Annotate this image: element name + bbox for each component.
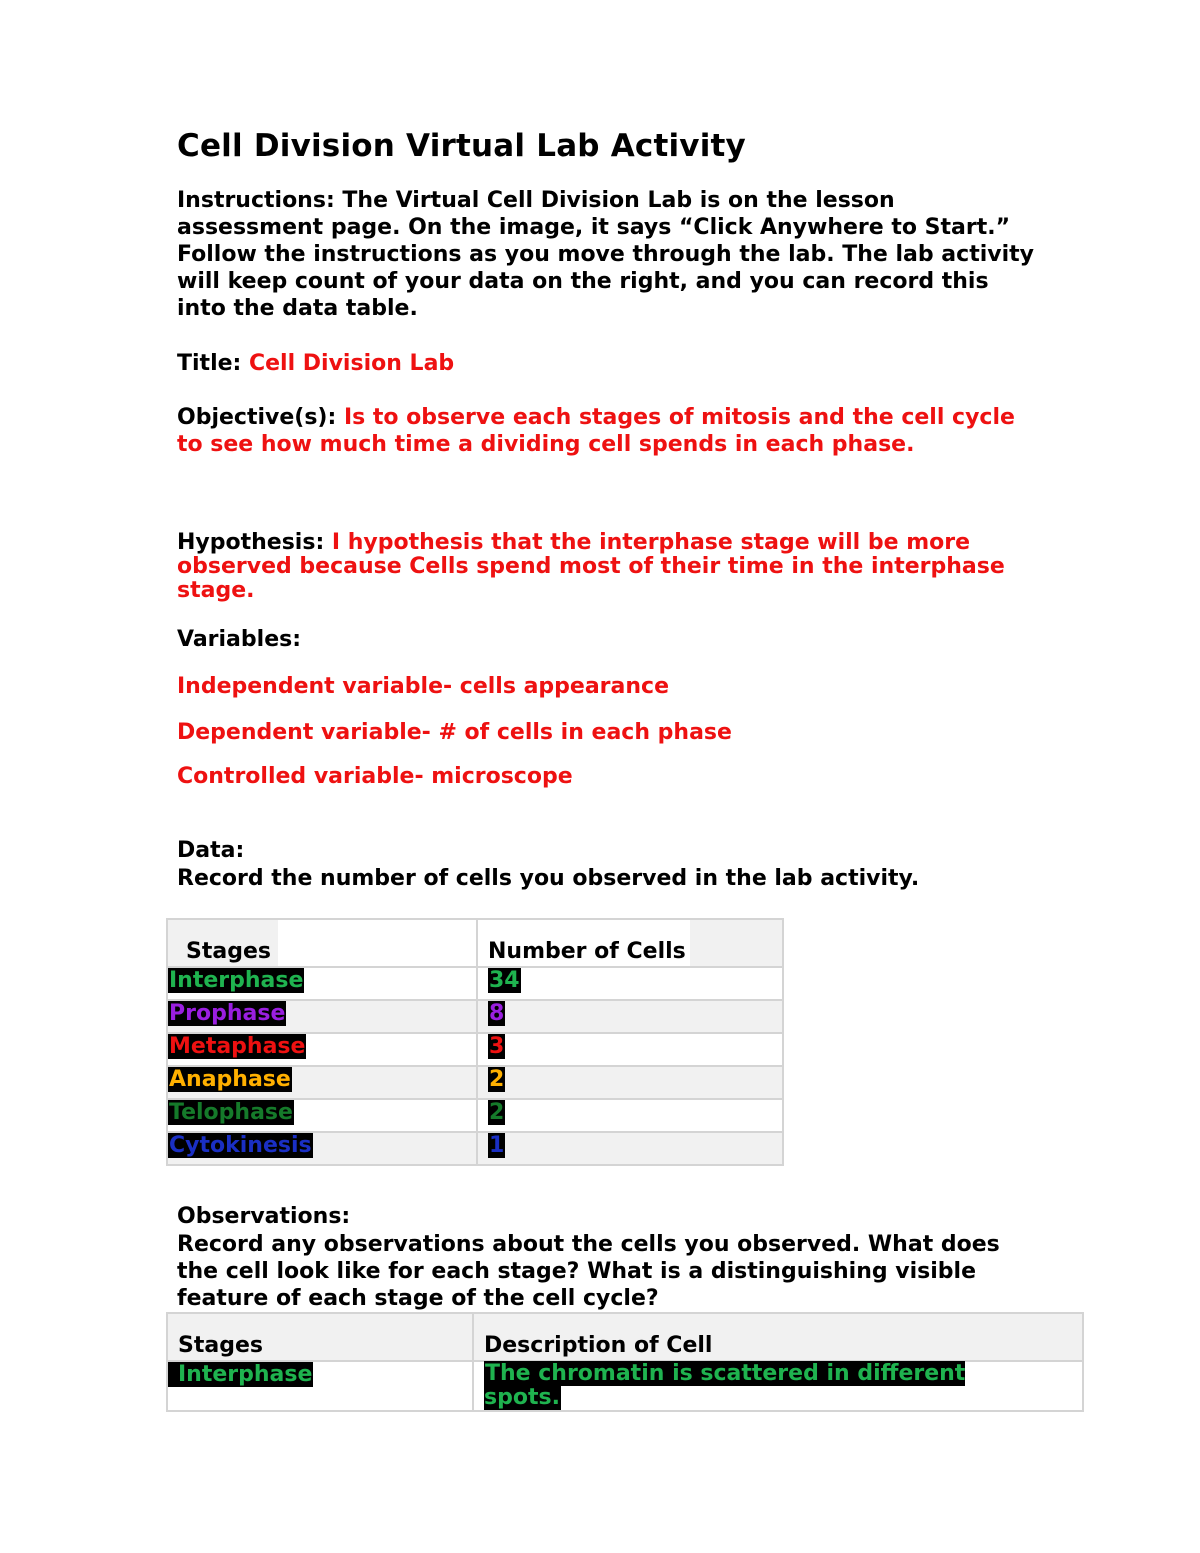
stage-interphase: Interphase — [168, 1362, 313, 1387]
header-cell-description: Description of Cell — [473, 1313, 1083, 1361]
title-value: Cell Division Lab — [248, 351, 455, 376]
observations-instruction: Record any observations about the cells you observed. What does the cell look like for each stage? What is a distinguishing visible feature of each stage of the cell cycle? — [177, 1232, 1000, 1311]
instructions-paragraph: Instructions: The Virtual Cell Division Lab is on the lesson assessment page. On the image, it says “Click Anywhere to Start.” Follow the instructions as you move through the lab. The lab activity will keep count of your data on the right, and you can record this into the data table. — [177, 188, 1034, 321]
count-interphase: 34 — [489, 968, 520, 993]
observation-table-header — [167, 1313, 1083, 1361]
observations-label: Observations: — [177, 1204, 351, 1229]
objective-line — [177, 404, 1037, 458]
hypothesis-value: I hypothesis that the interphase stage will be more observed because Cells spend most of their time in the interphase stage. — [177, 530, 1005, 603]
table-row — [167, 1000, 783, 1033]
objective-label: Objective(s): — [177, 405, 344, 430]
count-metaphase: 3 — [489, 1034, 505, 1059]
table-row — [167, 1361, 1083, 1411]
stage-interphase: Interphase — [169, 968, 304, 993]
data-instruction: Record the number of cells you observed in the lab activity. — [177, 866, 920, 891]
header-cell-stages: Stages — [167, 1313, 473, 1361]
stage-cytokinesis: Cytokinesis — [169, 1133, 312, 1158]
hypothesis-label: Hypothesis: — [177, 530, 332, 555]
hypothesis-line — [177, 531, 1037, 603]
stage-prophase: Prophase — [169, 1001, 286, 1026]
observation-table — [166, 1312, 1084, 1412]
data-table — [166, 918, 784, 1166]
count-anaphase: 2 — [489, 1067, 505, 1092]
stage-anaphase: Anaphase — [169, 1067, 291, 1092]
stage-telophase: Telophase — [169, 1100, 293, 1125]
variables-label: Variables: — [177, 627, 302, 652]
title-line — [177, 350, 1037, 377]
description-interphase: The chromatin is scattered in different spots. — [484, 1361, 966, 1410]
table-row — [167, 1033, 783, 1066]
objective-value: Is to observe each stages of mitosis and the cell cycle to see how much time a dividing cell spends in each phase. — [177, 405, 1015, 457]
title-label: Title: — [177, 351, 249, 376]
header-cell-number-of-cells: Number of Cells — [477, 919, 783, 967]
table-row — [167, 1132, 783, 1165]
count-prophase: 8 — [489, 1001, 505, 1026]
table-row — [167, 1099, 783, 1132]
data-label: Data: — [177, 838, 245, 863]
count-telophase: 2 — [489, 1100, 505, 1125]
count-cytokinesis: 1 — [489, 1133, 505, 1158]
controlled-variable: Controlled variable- microscope — [177, 764, 573, 789]
header-cell-stages: Stages — [167, 919, 477, 967]
data-table-header — [167, 919, 783, 967]
independent-variable: Independent variable- cells appearance — [177, 674, 670, 699]
dependent-variable: Dependent variable- # of cells in each phase — [177, 720, 732, 745]
document-title: Cell Division Virtual Lab Activity — [177, 128, 746, 164]
table-row — [167, 1066, 783, 1099]
stage-metaphase: Metaphase — [169, 1034, 306, 1059]
table-row — [167, 967, 783, 1000]
